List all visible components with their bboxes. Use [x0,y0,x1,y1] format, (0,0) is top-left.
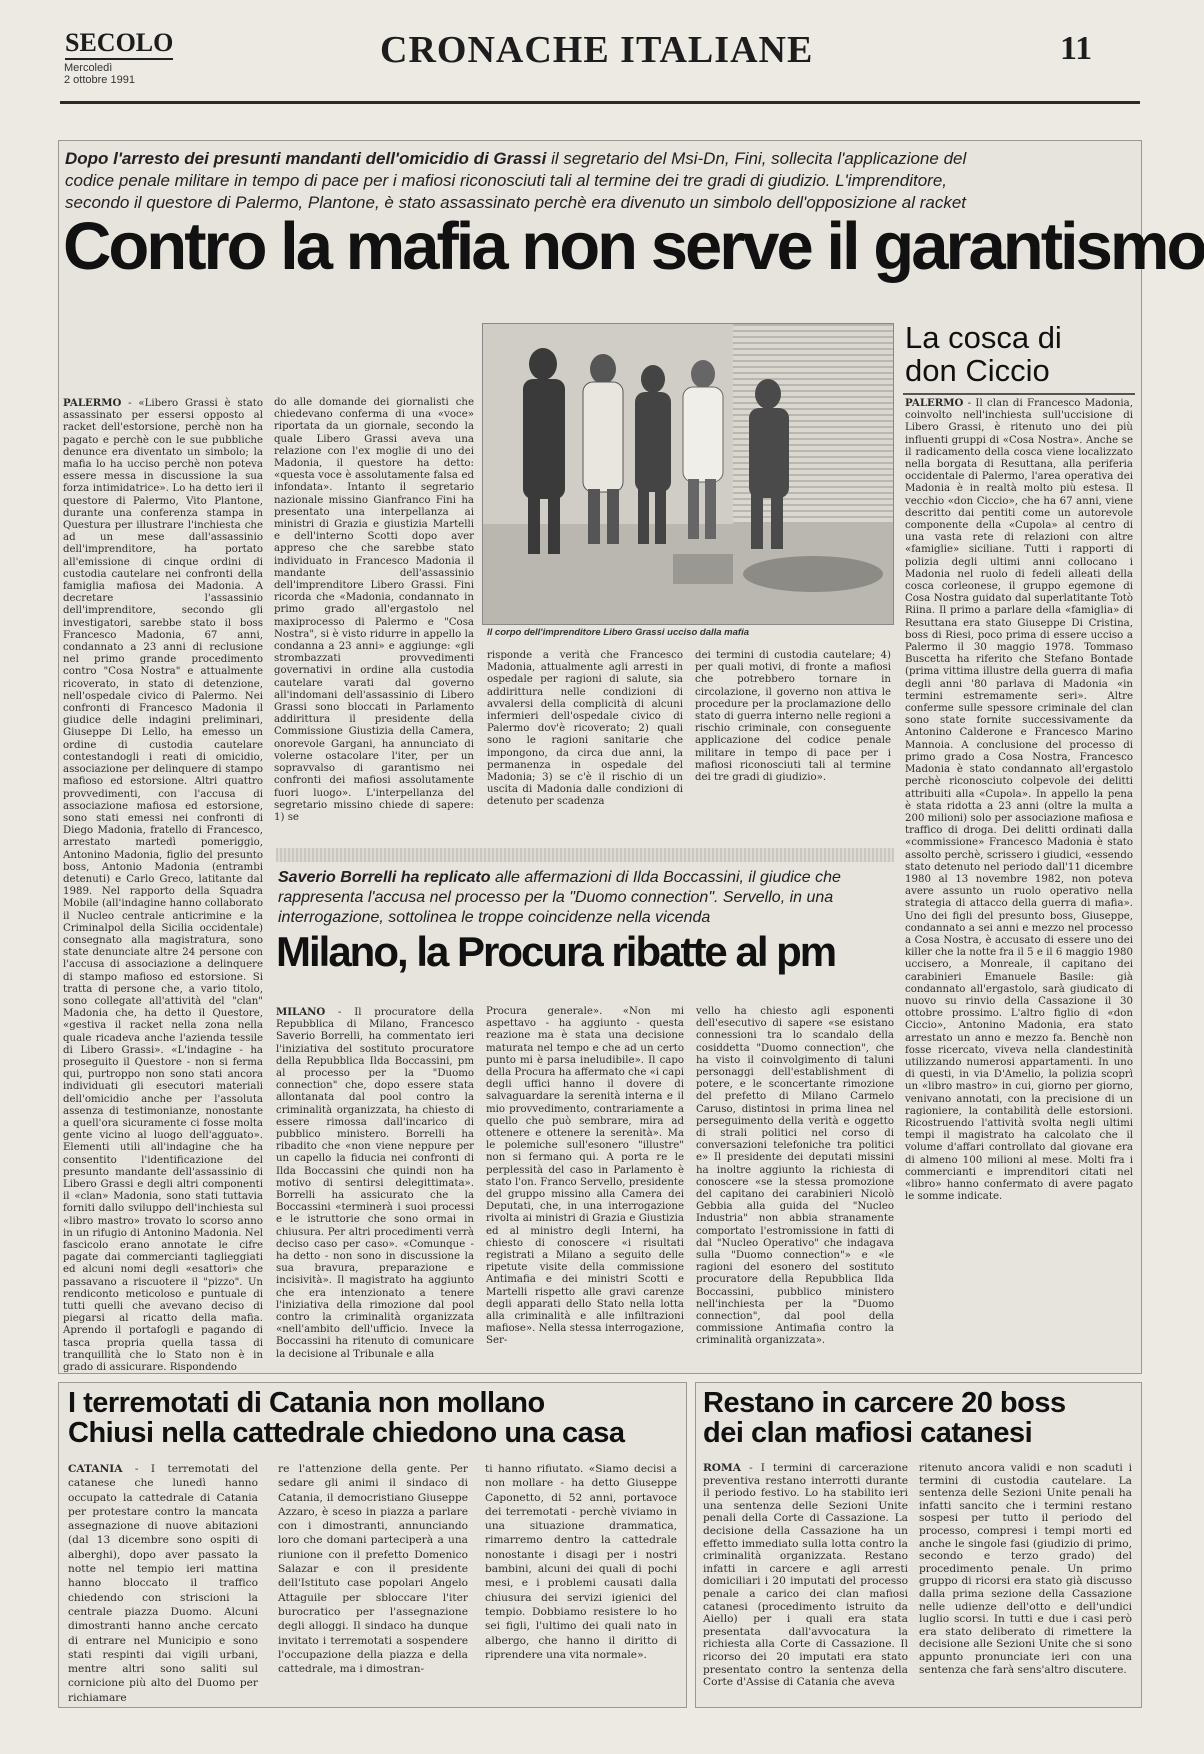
sidebar-dateline: PALERMO [905,397,964,409]
milan-dateline: MILANO [276,1006,326,1018]
newspaper-logo: SECOLO [65,28,173,60]
catania-column-1 [68,1462,258,1704]
milan-kicker-bold: Saverio Borrelli ha replicato [278,869,491,886]
catania-col1-text: - I terremotati del catanese che lunedì hanno occupato la cattedrale di Catania per protestare contro la mancata assegnazione di nuove abitazioni (dal 13 dicembre sono ospiti di alberghi), dopo aver passato la notte nel tempio ieri mattina hanno bloccato il traffico chiedendo con striscioni la centrale piazza Duomo. Alcuni dimostranti hanno anche cercato di entrare nel Municipio e sono stati respinti dai vigili urbani, mentre altri sono saliti sul cornicione più alto del Duomo per richiamare [68,1463,258,1704]
section-title: CRONACHE ITALIANE [380,29,814,71]
sidebar-headline: La cosca di don Ciccio [905,320,1062,388]
milan-story-band [276,848,894,862]
milan-column-3: vello ha chiesto agli esponenti dell'esecutivo di sapere «se esistano connessioni tra lo scandalo della cosiddetta "Duomo connection", che ha visto il coinvolgimento di taluni personaggi dell'establishment di potere, e le sconcertante rimozione del prefetto di Milano Carmelo Caruso, distintosi in prima linea nel perseguimento della verità e oggetto di strali politici nel corso di conversazioni telefoniche tra politici e» Il presidente dei deputati missini ha inoltre aggiunto la richiesta di conoscere «se la stessa promozione del capitano dei carabinieri Nicolò Gebbia alla guida del "Nucleo Industria" non abbia stranamente comportato l'estromissione in fatti di dal "Nucleo Operativo" che indagava sulla "Duomo connection"» e «le ragioni del esonero del sostituto procuratore della Repubblica Ilda Boccassini, pubblico ministero nell'inchiesta per la "Duomo connection", dal pool della commissione Antimafia contro la criminalità organizzata». [696,1006,894,1347]
sidebar-divider [903,393,1135,395]
sidebar-text: - Il clan di Francesco Madonia, coinvolto nell'inchiesta sull'uccisione di Libero Grassi, è ritenuto uno dei più influenti gruppi di «Cosa Nostra». Anche se il radicamento della cosca viene localizzato nella borgata di Resuttana, alla periferia occidentale di Palermo, l'area operativa dei Madonia è in realtà molto più estesa. Il vecchio «don Ciccio», che ha 67 anni, viene descritto dai pentiti come un autorevole componente della «Cupola» al centro di una vasta rete di relazioni con altre «famiglie» siciliane. Tutti i rapporti di polizia degli ultimi anni collocano i Madonia nel ruolo di fedeli alleati della cosca corleonese, il gruppo egemone di Cosa Nostra guidato dal superlatitante Totò Riina. Il primo a parlare della «famiglia» di Resuttana era stato Giuseppe Di Cristina, boss di Riesi, poco prima di essere ucciso a Palermo il 30 maggio 1978. Tommaso Buscetta ha riferito che Stefano Bontade (prima vittima illustre della guerra di mafia degli anni '80 parlava di Madonia «in termini estremamente seri». Altre conferme sulle spessore criminale del clan sono state fornite successivamente da Antonino Calderone e Francesco Marino Mannoia. A conclusione del processo di primo grado a Cosa Nostra, Francesco Madonia è stato condannato all'ergastolo perchè riconosciuto colpevole dei delitti attribuiti alla «Cupola». In appello la pena è stata ridotta a 23 anni (oltre la multa a 200 milioni) solo per associazione mafiosa e traffico di droga. Dei delitti ordinati dalla «commissione» Francesco Madonia è stato assolto perchè, scrissero i giudici, «essendo stato detenuto nel periodo dall'11 dicembre 1980 al 13 novembre 1982, non poteva avere assunto un ruolo operativo nella strategia di attacco della guerra di mafia». Uno dei figli del presunto boss, Giuseppe, condannato a sei anni e mezzo nel processo a Cosa Nostra, è accusato di essere uno dei killer che la notte fra il 5 e il 6 maggio 1980 uccisero, a Monreale, il capitano dei carabinieri Emanuele Basile: già condannato all'ergastolo, sarà giudicato di nuovo su rinvio della Cassazione il 30 ottobre prossimo. L'altro figlio di «don Ciccio», Antonino Madonia, era stato arrestato un anno e mezzo fa. Benchè non fosse ricercato, viveva nella clandestinità utilizzando numerosi appartamenti. In uno di questi, in via D'Amelio, la polizia scoprì un «libro mastro» in cui, giorno per giorno, venivano annotati, con la precisione di un ragioniere, la contabilità delle estorsioni. Ricostruendo l'attività svolta negli ultimi tempi il magistrato ha calcolato che il volume d'affari controllato dal giovane era di almeno 100 milioni al mese. Molti fra i commercianti e imprenditori citati nel «libro» hanno confermato di avere pagato le somme indicate. [905,398,1133,1203]
issue-date [64,62,135,86]
catania-dateline: CATANIA [68,1463,123,1475]
issue-day: Mercoledì [64,62,113,74]
masthead-divider [60,101,1140,104]
milan-story-headline: Milano, la Procura ribatte al pm [276,928,836,975]
page-number: 11 [1060,30,1093,67]
milan-story-kicker [278,868,888,928]
catania-headline-line-2: Chiusi nella cattedrale chiedono una casa [68,1417,625,1450]
milan-kicker-text: alle affermazioni di Ilda Boccassini, il giudice che rappresenta l'accusa nel processo per la "Duomo connection". Servello, in una interrogazione, sottolinea le troppe coincidenze nella vicenda [278,869,841,926]
crime-scene-photo [482,323,894,625]
main-kicker-text: il segretario del Msi-Dn, Fini, sollecita l'applicazione del codice penale militare in tempo di pace per i mafiosi riconosciuti tali al termine dei tre gradi di giudizio. L'imprenditore, secondo il questore di Palermo, Plantone, è stato assassinato perchè era divenuto un simbolo dell'opposizione al racket [65,149,967,212]
rome-column-2: ritenuto ancora validi e non scaduti i termini di custodia cautelare. La sentenza delle Sezioni Unite penali ha infatti sancito che i termini restano sospesi per tutto il periodo del processo, compresi i tempi morti ed anche le singole fasi (giudizio di primo, secondo e terzo grado) del procedimento penale. Un primo gruppo di ricorsi era stato già discusso dalla prima sezione della Cassazione nelle udienze dell'otto e dell'undici luglio scorsi. In tutti e due i casi però era stato deliberato di rimettere la decisione alle Sezioni Unite che si sono appunto pronunciate ieri con una sentenza che farà sens'altro discutere. [919,1462,1132,1676]
milan-column-2: Procura generale». «Non mi aspettavo - ha aggiunto - questa reazione ma è stata una decisione maturata nel tempo e che ad un certo punto mi è parsa ineludibile». Il capo della Procura ha affermato che «i capi degli uffici hanno il dovere di salvaguardare la serenità interna e il mio provvedimento, contrariamente a quello che può sembrare, mira ad ottenere e ottenere la serenità». Ma le polemiche sull'esonero "illustre" non si fermano qui. A porta re le perplessità del caso in Parlamento è stato l'on. Franco Servello, presidente del gruppo missino alla Camera dei Deputati, che, in una interrogazione rivolta ai ministri di Grazia e Giustizia ed al ministro degli Interni, ha chiesto di conoscere «i risultati registrati a Milano a seguito delle ripetute visite della commissione Antimafia e dei ministri Scotti e Martelli rispetto alle gravi carenze degli apparati dello Stato nella lotta alla criminalità e alle infiltrazioni mafiose». Nella stessa interrogazione, Ser- [486,1006,684,1347]
main-story-column-4: dei termini di custodia cautelare; 4) per quali motivi, di fronte a mafiosi che potrebbero tornare in circolazione, il governo non attiva le procedure per la proclamazione dello stato di guerra interno nelle regioni a rischio criminale, con conseguente applicazione del codice penale militare in tempo di pace per i mafiosi riconosciuti tali al termine dei tre gradi di giudizio». [695,650,891,784]
photo-graphic [483,324,893,624]
milan-column-1 [276,1006,474,1366]
main-col1-text: - «Libero Grassi è stato assassinato per essersi opposto al racket dell'estorsione, perchè non ha pagato e perchè con le sue pubbliche denunce era diventato un simbolo; la mafia lo ha ucciso perchè non poteva essere messa in discussione la sua forza intimidatrice». Lo ha detto ieri il questore di Palermo, Vito Plantone, durante una conferenza stampa in Questura per illustrare l'inchiesta che ad un mese dall'assassinio dell'imprenditore, ha portato all'emissione di cinque ordini di custodia cautelare nei confronti della famiglia mafiosa dei Madonia. A decretare l'assassinio dell'imprenditore, secondo gli investigatori, sarebbe stato il boss Francesco Madonia, 67 anni, condannato a 23 anni di reclusione nel primo grande procedimento contro "Cosa Nostra" e attualmente ricoverato, in stato di detenzione, nell'ospedale civico di Palermo. Nei confronti di Francesco Madonia il giudice delle indagini preliminari, Giuseppe Di Lello, ha emesso un ordine di custodia cautelare contestandogli i reati di omicidio, associazione per delinquere di stampo mafioso ed estorsione. Altri quattro provvedimenti, con l'accusa di associazione mafiosa ed estorsione, sono stati emessi nei confronti di Diego Madonia, fratello di Francesco, arrestato martedì pomeriggio, Antonino Madonia, figlio del presunto boss, Antonio Madonia (entrambi detenuti) e Carlo Greco, latitante dal 1989. Nel rapporto della Squadra Mobile (all'indagine hanno collaborato il Nucleo centrale anticrimine e la Criminalpol della Sicilia occidentale) consegnato alla magistratura, sono state denunciate altre 24 persone con l'accusa di associazione a delinquere di stampo mafioso ed estorsione. Si tratta di persone che, a vario titolo, sono collegate all'attività del "clan" Madonia che, ha detto il Questore, «gestiva il racket nella zona nella quale ricadeva anche l'azienda tessile di Libero Grassi». «L'indagine - ha proseguito il Questore - non si ferma qui, purtroppo non sono stati ancora individuati gli esecutori materiali dell'omicidio anche per l'assoluta assenza di testimonianze, nonostante a quell'ora sicuramente ci fosse molta gente vicino al luogo dell'agguato». Elementi utili all'indagine che ha consentito l'identificazione del presunto mandante dell'assassinio di Libero Grassi e degli altri componenti il «clan» Madonia, sono stati tuttavia forniti dallo sviluppo dell'inchiesta sul «libro mastro» trovato lo scorso anno in un rifugio di Antonino Madonia. Nel fascicolo erano annotate le cifre pagate dai commercianti taglieggiati ed alcuni nomi degli «esattori» che passavano a riscuotere il "pizzo". Un rendiconto meticoloso e puntuale di tutti quelli che avevano deciso di piegarsi al ricatto della mafia. Aprendo il portafogli e pagando di tasca propria quella tassa di tranquillità che lo Stato non è in grado di assicurare. Rispondendo [63,398,263,1374]
rome-headline [703,1388,1133,1449]
catania-column-3: ti hanno rifiutato. «Siamo decisi a non mollare - ha detto Giuseppe Caponetto, di 52 anni, portavoce dei terremotati - perchè viviamo in una situazione drammatica, rimarremo dentro la cattedrale nonostante i disagi per i nostri bambini, alcuni dei quali di pochi mesi, e i problemi causati dalla chiusura dei servizi igienici del tempio. Dobbiamo resistere lo ho sei figli, l'ultimo dei quali nato in albergo, che hanno il diritto di riprendere una vita normale». [485,1463,677,1661]
photo-caption: Il corpo dell'imprenditore Libero Grassi ucciso dalla mafia [487,627,749,638]
rome-col1-text: - I termini di carcerazione preventiva restano interrotti durante il periodo festivo. Lo ha stabilito ieri una sentenza delle Sezioni Unite penali della Corte di Cassazione. La decisione della Cassazione ha un effetto immediato sulla lotta contro la criminalità organizzata. Restano infatti in carcere e agli arresti domiciliari i 20 imputati del processo penale a carico dei clan mafiosi catanesi (procedimento istruito da Aiello) per i quali era stata presentata dall'avvocatura la richiesta alla Corte di Cassazione. Il ricorso dei 20 imputati era stato presentato contro la sentenza della Corte d'Assise di Catania che aveva [703,1462,908,1689]
main-story-headline: Contro la mafia non serve il garantismo [63,209,1204,284]
rome-column-1 [703,1462,908,1700]
main-dateline: PALERMO [63,397,122,409]
main-story-column-3: risponde a verità che Francesco Madonia, attualmente agli arresti in ospedale per ragioni di salute, sia addirittura nelle condizioni di avvalersi della complicità di alcuni infermieri dell'ospedale civico di Palermo dov'è ricoverato; 2) quali sono le ragioni sanitarie che impongono, da circa due anni, la permanenza in ospedale del Madonia; 3) se c'è il rischio di un uscita di Madonia dalle condizioni di detenuto per scadenza [487,650,683,808]
catania-column-2: re l'attenzione della gente. Per sedare gli animi il sindaco di Catania, il democristiano Giuseppe Azzaro, è sceso in piazza a parlare con i dimostranti, annunciando loro che domani parteciperà a una riunione con il prefetto Domenico Salazar e con il presidente dell'Istituto case popolari Angelo Attaguile per sbloccare l'iter burocratico per l'assegnazione degli alloggi. Il sindaco ha dunque invitato i terremotati a sospendere l'occupazione della piazza e della cattedrale, ma i dimostran- [278,1463,468,1676]
catania-headline [68,1388,678,1449]
main-story-column-1 [63,397,263,1374]
rome-headline-line-2: dei clan mafiosi catanesi [703,1417,1033,1450]
main-story-column-2: do alle domande dei giornalisti che chiedevano conferma di una «voce» riportata da un giornale, secondo la quale Libero Grassi aveva una relazione con l'ex moglie di uno dei Madonia, il questore ha detto: «questa voce è assolutamente falsa ed infondata». Intanto il segretario nazionale missino Gianfranco Fini ha presentato una interpellanza ai ministri di Grazia e giustizia Martelli e dell'interno Scotti dopo aver appreso che che sarebbe stato individuato in Francesco Madonia il mandante dell'assassinio dell'imprenditore Libero Grassi. Fini ricorda che «Madonia, condannato in primo grado all'ergastolo nel maxiprocesso di Palermo e "Cosa Nostra", si è visto ridurre in appello la condanna a 23 anni» e aggiunge: «gli strombazzati provvedimenti governativi in ordine alla custodia cautelare varati dal governo all'indomani dell'assassinio di Libero Grassi sono bloccati in Parlamento addirittura il presidente della Commissione Giustizia della Camera, onorevole Gargani, ha annunciato di volerne ostacolare l'iter, per un sopravvalso di garantismo nei confronti dei mafiosi assolutamente fuori luogo». L'interpellanza del segretario missino chiede di sapere: 1) se [274,397,474,823]
rome-dateline: ROMA [703,1462,741,1474]
milan-col1-text: - Il procuratore della Repubblica di Milano, Francesco Saverio Borrelli, ha commentato ieri l'iniziativa del sostituto procuratore della Repubblica Ilda Boccassini, pm al processo per la "Duomo connection" che, dopo essere stata allontanata dal pool contro la criminalità organizzata, ha chiesto di essere rimossa dall'incarico di pubblico ministero. Borrelli ha ribadito che «non viene neppure per un capello la fiducia nei confronti di Ilda Boccassini che quindi non ha motivo di sentirsi delegittimata». Borrelli ha assicurato che la Boccassini «terminerà i suoi processi e le istruttorie che sono ormai in chiusura. Per altri procedimenti verrà deciso caso per caso». «Comunque - ha detto - non sono in discussione la sua bravura, preparazione e incisività». Il magistrato ha aggiunto che era intenzionato a tenere l'iniziativa della rimozione dal pool contro la criminalità organizzata «nell'ambito dell'ufficio. Invece la Boccassini ha ritenuto di comunicare la decisione al Tribunale e alla [276,1007,474,1360]
sidebar-column [905,397,1133,1365]
main-kicker-bold: Dopo l'arresto dei presunti mandanti dell'omicidio di Grassi [65,149,547,168]
main-story-kicker [65,148,1015,214]
issue-full-date: 2 ottobre 1991 [64,74,135,86]
catania-headline-line-1: I terremotati di Catania non mollano [68,1387,545,1419]
rome-headline-line-1: Restano in carcere 20 boss [703,1387,1066,1419]
